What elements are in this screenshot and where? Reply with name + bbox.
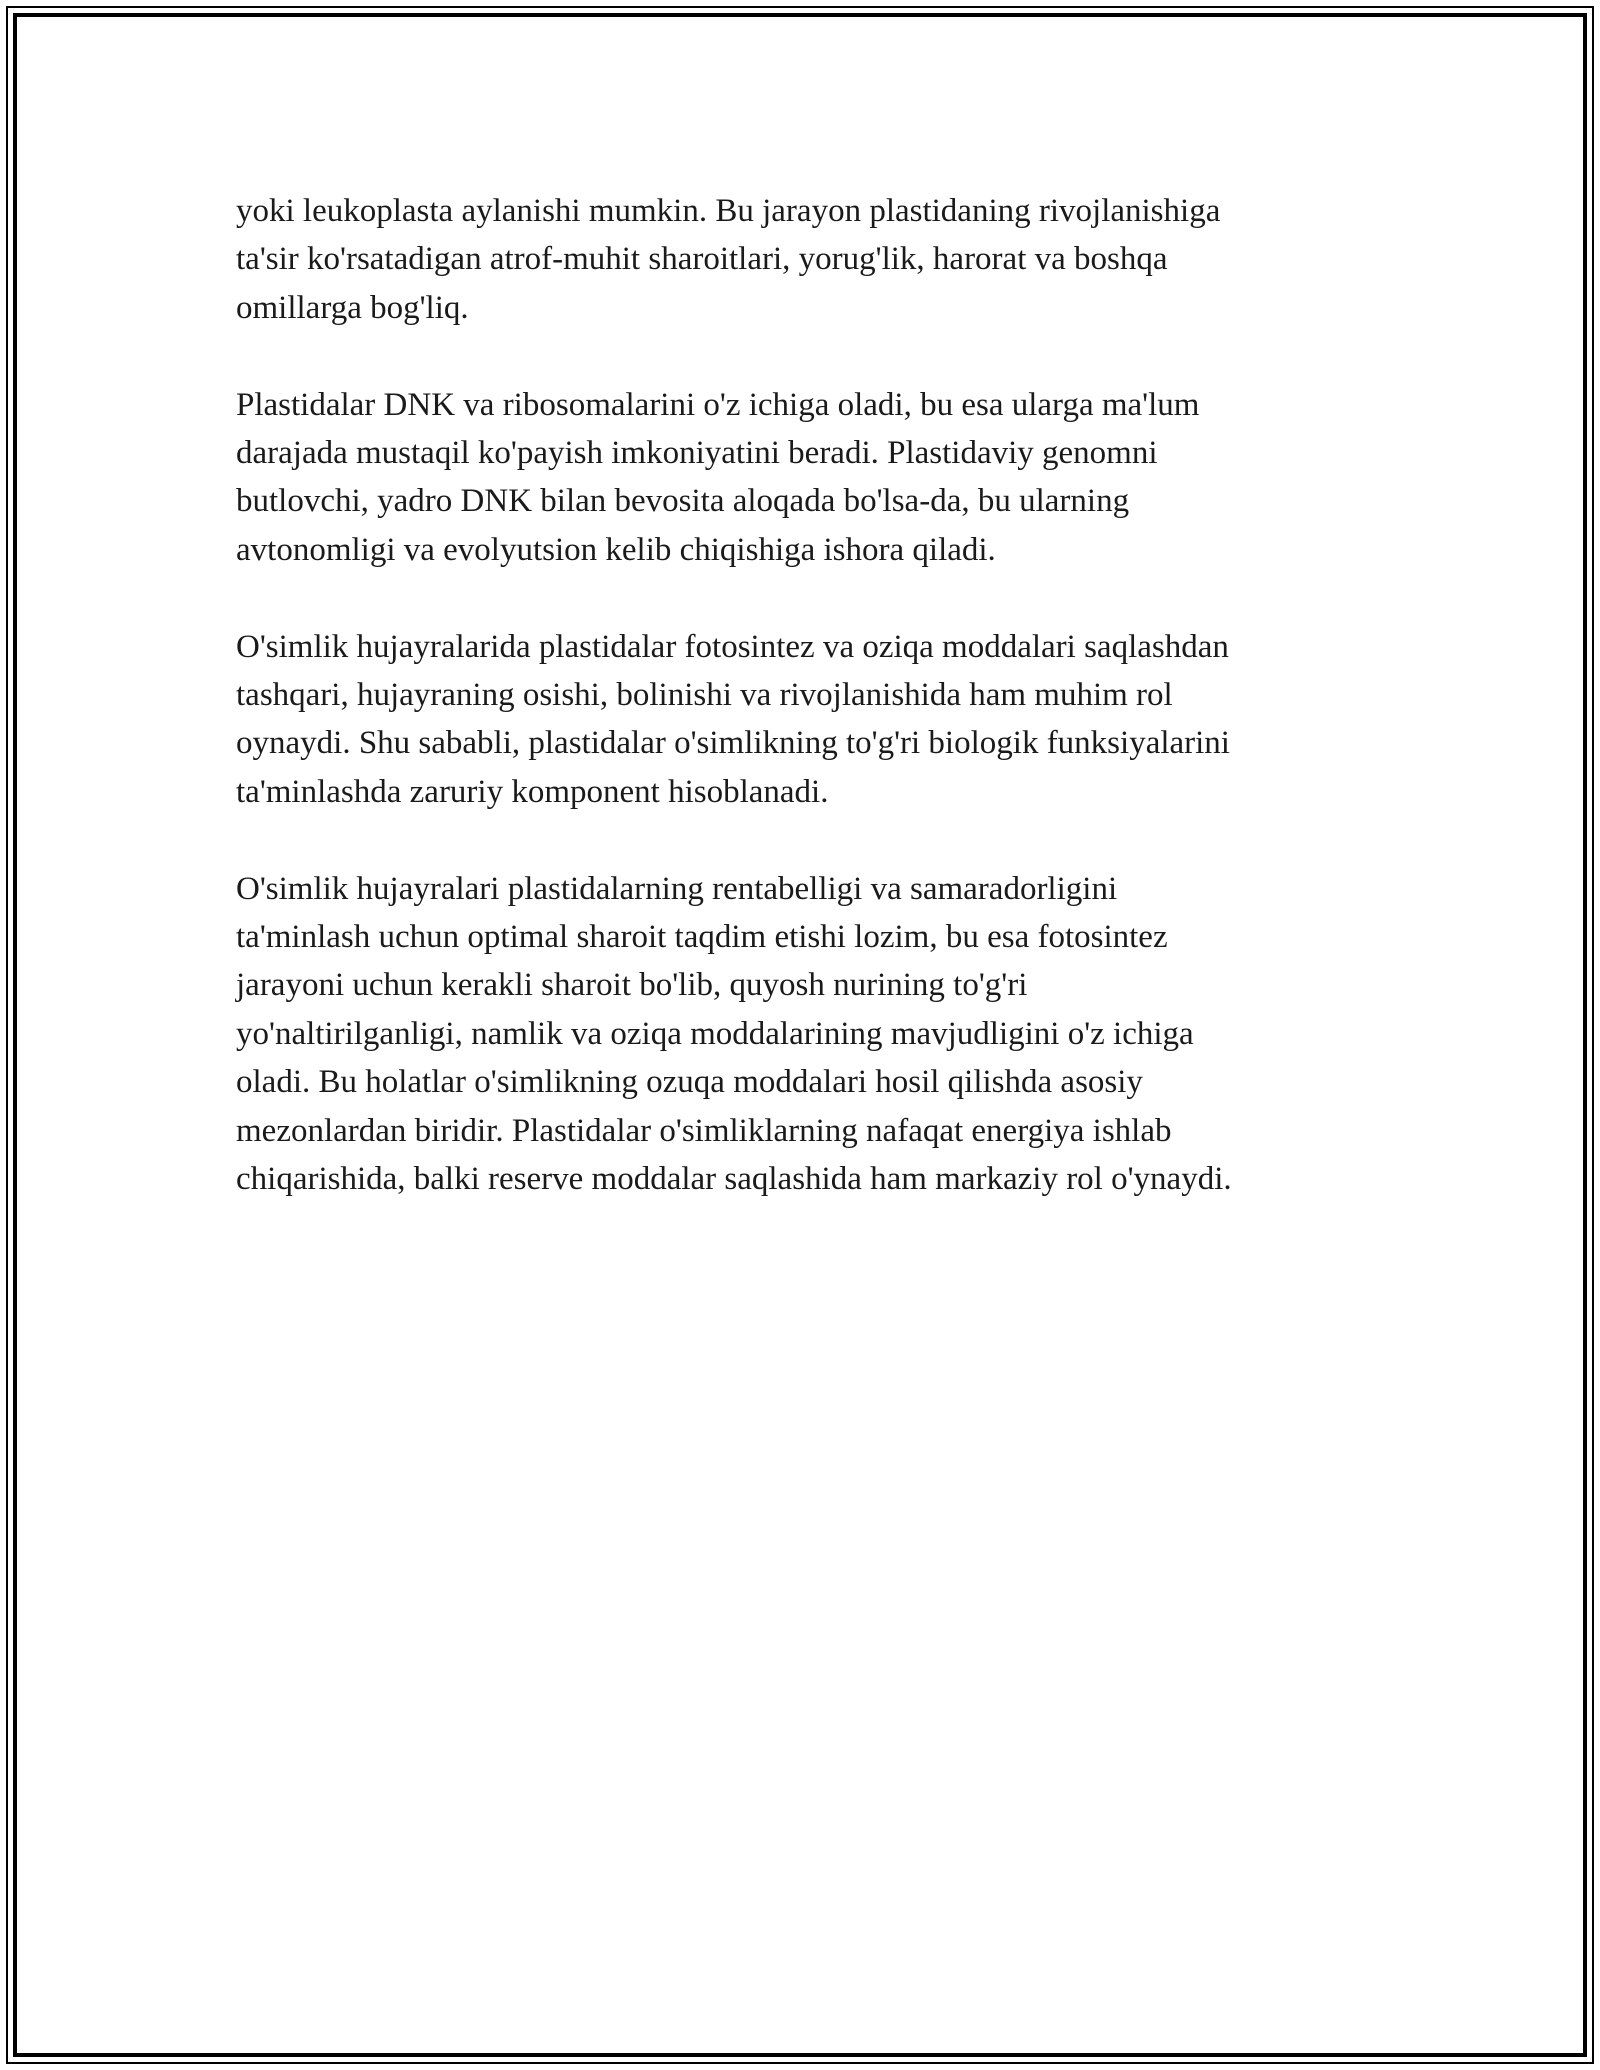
paragraph-1: yoki leukoplasta aylanishi mumkin. Bu jarayon plastidaning rivojlanishiga ta'sir ko'rsatadigan atrof-muhit sharoitlari, yorug'lik, harorat va boshqa omillarga bog'liq. — [236, 193, 1221, 326]
document-body — [236, 187, 1366, 1252]
paragraph-2: Plastidalar DNK va ribosomalarini o'z ichiga oladi, bu esa ularga ma'lum darajada mustaqil ko'payish imkoniyatini beradi. Plastidaviy genomni butlovchi, yadro DNK bilan bevosita aloqada bo'lsa-da, bu ularning avtonomligi va evolyutsion kelib chiqishiga ishora qiladi. — [236, 386, 1200, 568]
paragraph-4: O'simlik hujayralari plastidalarning rentabelligi va samaradorligini ta'minlash uchun optimal sharoit taqdim etishi lozim, bu esa fotosintez jarayoni uchun kerakli sharoit bo'lib, quyosh nurining to'g'ri yo'naltirilganligi, namlik va oziqa moddalarining mavjudligini o'z ichiga oladi. Bu holatlar o'simlikning ozuqa moddalari hosil qilishda asosiy mezonlardan biridir. Plastidalar o'simliklarning nafaqat energiya ishlab chiqarishida, balki reserve moddalar saqlashida ham markaziy rol o'ynaydi. — [236, 870, 1232, 1198]
paragraph-3: O'simlik hujayralarida plastidalar fotosintez va oziqa moddalari saqlashdan tashqari, hujayraning osishi, bolinishi va rivojlanishida ham muhim rol oynaydi. Shu sababli, plastidalar o'simlikning to'g'ri biologik funksiyalarini ta'minlashda zaruriy komponent hisoblanadi. — [236, 628, 1230, 810]
